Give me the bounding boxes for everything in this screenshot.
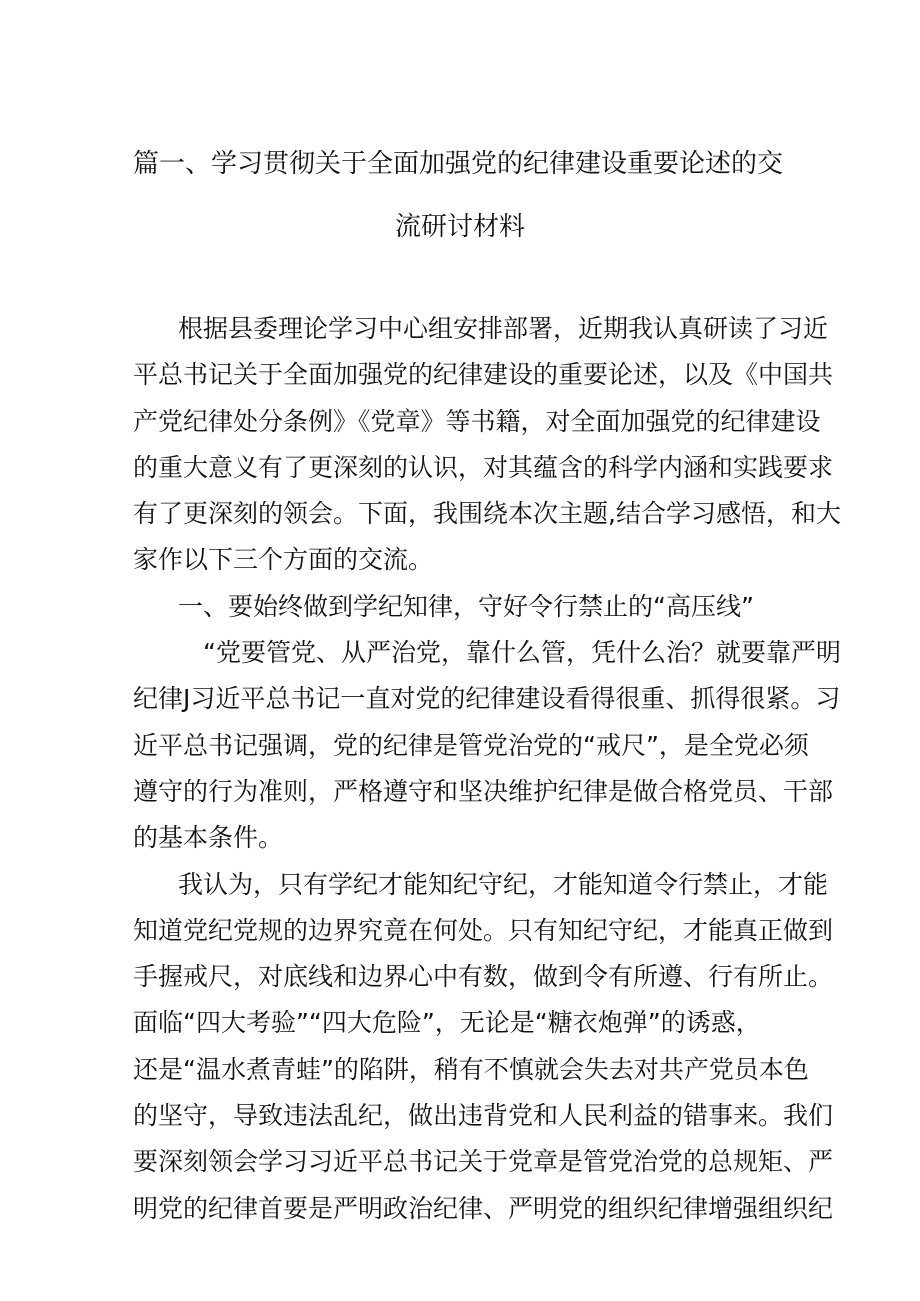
paragraph-line: 近平总书记强调，党的纪律是管党治党的“戒尺”，是全党必须 — [133, 730, 809, 760]
paragraph-line: 要深刻领会学习习近平总书记关于党章是管党治党的总规矩、严 — [133, 1147, 834, 1177]
document-title-line-2: 流研讨材料 — [394, 212, 525, 242]
paragraph-line: 面临“四大考验”“四大危险”，无论是“糖衣炮弹”的诱惑， — [133, 1008, 761, 1038]
section-heading: 一、要始终做到学纪知律，守好令行禁止的“高压线” — [178, 591, 754, 621]
paragraph-line: “党要管党、从严治党，靠什么管，凭什么治？就要靠严明 — [203, 638, 841, 668]
paragraph-line: 的坚守，导致违法乱纪，做出违背党和人民利益的错事来。我们 — [133, 1101, 834, 1131]
paragraph-line: 纪律J习近平总书记一直对党的纪律建设看得很重、抓得很紧。习 — [133, 684, 841, 714]
paragraph-line: 有了更深刻的领会。下面，我围绕本次主题,结合学习感悟，和大 — [133, 499, 841, 529]
document-title-line-1: 篇一、学习贯彻关于全面加强党的纪律建设重要论述的交 — [133, 149, 784, 179]
paragraph-line: 的基本条件。 — [133, 823, 284, 853]
paragraph-line: 明党的纪律首要是严明政治纪律、严明党的组织纪律增强组织纪 — [133, 1193, 834, 1223]
paragraph-line: 平总书记关于全面加强党的纪律建设的重要论述，以及《中国共 — [133, 360, 834, 390]
paragraph-line: 的重大意义有了更深刻的认识，对其蕴含的科学内涵和实践要求 — [133, 452, 834, 482]
paragraph-line: 还是“温水煮青蛙”的陷阱，稍有不慎就会失去对共产党员本色 — [133, 1054, 809, 1084]
paragraph-line: 手握戒尺，对底线和边界心中有数，做到令有所遵、行有所止。 — [133, 962, 834, 992]
paragraph-line: 知道党纪党规的边界究竟在何处。只有知纪守纪，才能真正做到 — [133, 915, 834, 945]
paragraph-line: 我认为，只有学纪才能知纪守纪，才能知道令行禁止，才能 — [178, 869, 829, 899]
document-body — [133, 306, 841, 1232]
paragraph-line: 根据县委理论学习中心组安排部署，近期我认真研读了习近 — [178, 314, 829, 343]
paragraph-line: 产党纪律处分条例》《党章》等书籍，对全面加强党的纪律建设 — [133, 406, 821, 436]
paragraph-line: 家作以下三个方面的交流。 — [133, 545, 434, 575]
paragraph-line: 遵守的行为准则，严格遵守和坚决维护纪律是做合格党员、干部 — [133, 776, 834, 806]
